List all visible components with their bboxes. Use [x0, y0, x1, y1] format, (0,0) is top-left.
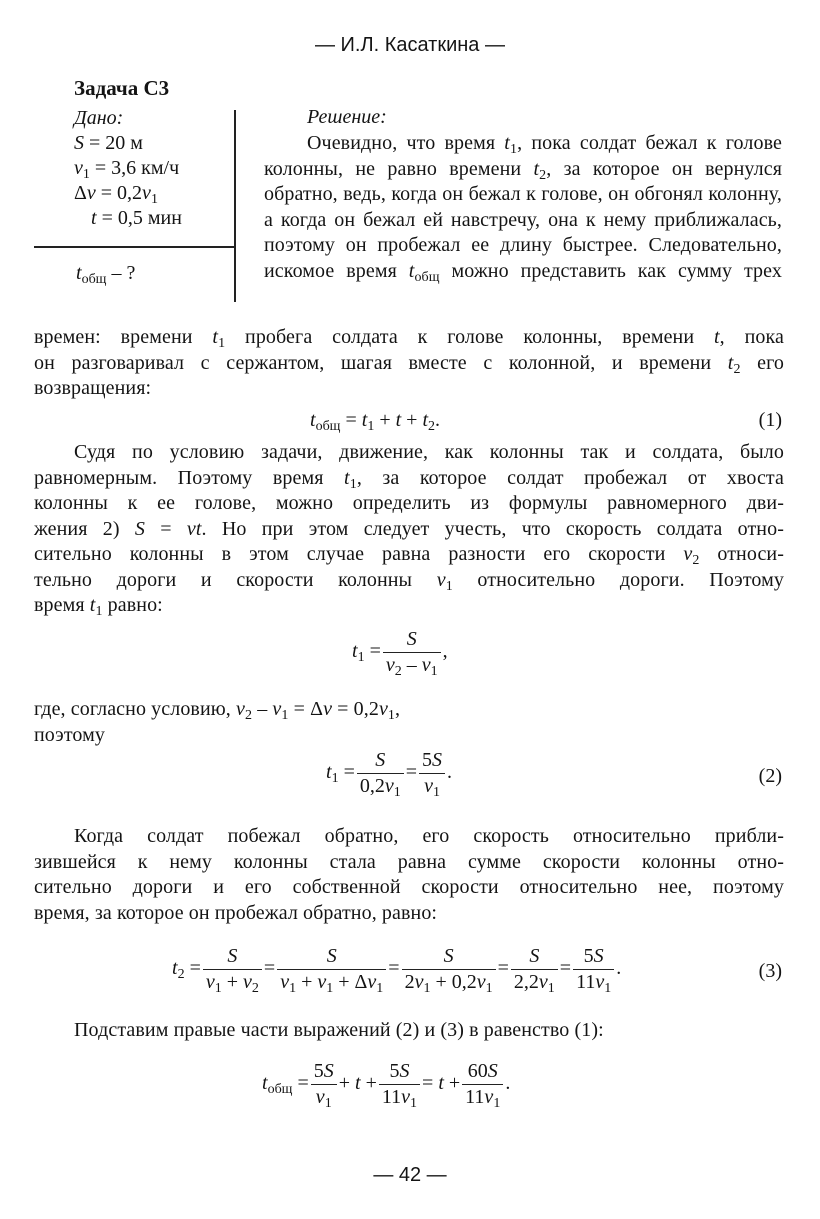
equation-t1: $t_1$ = $\frac{S}{v_2 - v_1}$ , [352, 628, 448, 679]
task-title: Задача С3 [74, 76, 170, 100]
page-number: — 42 — [373, 1164, 447, 1186]
paragraph-1: времен: времени $t_1$ пробега солдата к голове колонны, времени t, пока он разговаривал с сержантом, шагая вместе с колонной, и времени $t_2$ его возвращения: [34, 326, 784, 399]
given-label: Дано: [74, 107, 124, 129]
given-item: S = 20 м [74, 132, 143, 154]
given-block [74, 106, 234, 231]
paragraph-3: где, согласно условию, $v_2 - v_1 = \Delta v = 0,2v_1$, поэтому [34, 698, 401, 746]
running-header: — И.Л. Касаткина — [315, 34, 505, 56]
equation-number-2: (2) [758, 765, 782, 787]
given-item: $\Delta v = 0,2v_1$ [74, 182, 158, 207]
equation-1: $t_{общ} = t_1 + t + t_2$. [310, 409, 440, 434]
equation-2: $t_1$ = $\frac{S}{0,2v_1}$ = $\frac{5S}{v_1}$ . [326, 749, 453, 800]
equation-number-3: (3) [758, 960, 782, 982]
paragraph-4: Когда солдат побежал обратно, его скорость относительно прибли- зившейся к нему колонны стала равна сумме скорости колонны отно- сительно дороги и его собственной скорости относительно нее, поэтому время, за которое он пробежал обратно, равно: [34, 825, 784, 924]
given-divider-vertical [234, 110, 236, 302]
given-item: $v_1 = 3,6$ км/ч [74, 157, 180, 182]
equation-3: $t_2$ = $\frac{S}{v_1 + v_2}$ = $\frac{S}{v_1 + v_1 + \Delta v_1}$ = $\frac{S}{2v_1 + 0,2v_1}$ = $\frac{S}{2,2v_1}$ = $\frac{5S}{11v_1}$ . [172, 945, 622, 996]
solution-label: Решение: [307, 106, 387, 128]
equation-number-1: (1) [758, 409, 782, 431]
paragraph-2: Судя по условию задачи, движение, как колонны так и солдата, было равномерным. Поэтому время $t_1$, за которое солдат пробежал от хвоста колонны к ее голове, можно определить из формулы равномерного дви- жения 2) S = vt. Но при этом следует учесть, что скорость солдата отно- сительно колонны в этом случае равна разности его скорости $v_2$ относи- тельно дороги и скорости колонны $v_1$ относительно дороги. Поэтому время $t_1$ равно: [34, 441, 784, 619]
given-divider-horizontal [34, 246, 235, 248]
solution-intro: Очевидно, что время $t_1$, пока солдат бежал к голове колонны, не равно времени $t_2$, за которое он вернулся обратно, ведь, когда он бежал к голове, он обгонял колонну, а когда он бежал ей навстречу, она к нему приближалась, поэтому он пробежал ее длину быстрее. Следовательно, искомое время $t_{общ}$ можно представить как сумму трех [264, 132, 782, 285]
find-text: $t_{общ}$ – ? [76, 262, 136, 287]
paragraph-5: Подставим правые части выражений (2) и (3) в равенство (1): [74, 1019, 604, 1041]
equation-final: $t_{общ}$ = $\frac{5S}{v_1}$ + t + $\frac{5S}{11v_1}$ = t + $\frac{60S}{11v_1}$ . [262, 1060, 511, 1111]
given-item: t = 0,5 мин [91, 207, 182, 229]
